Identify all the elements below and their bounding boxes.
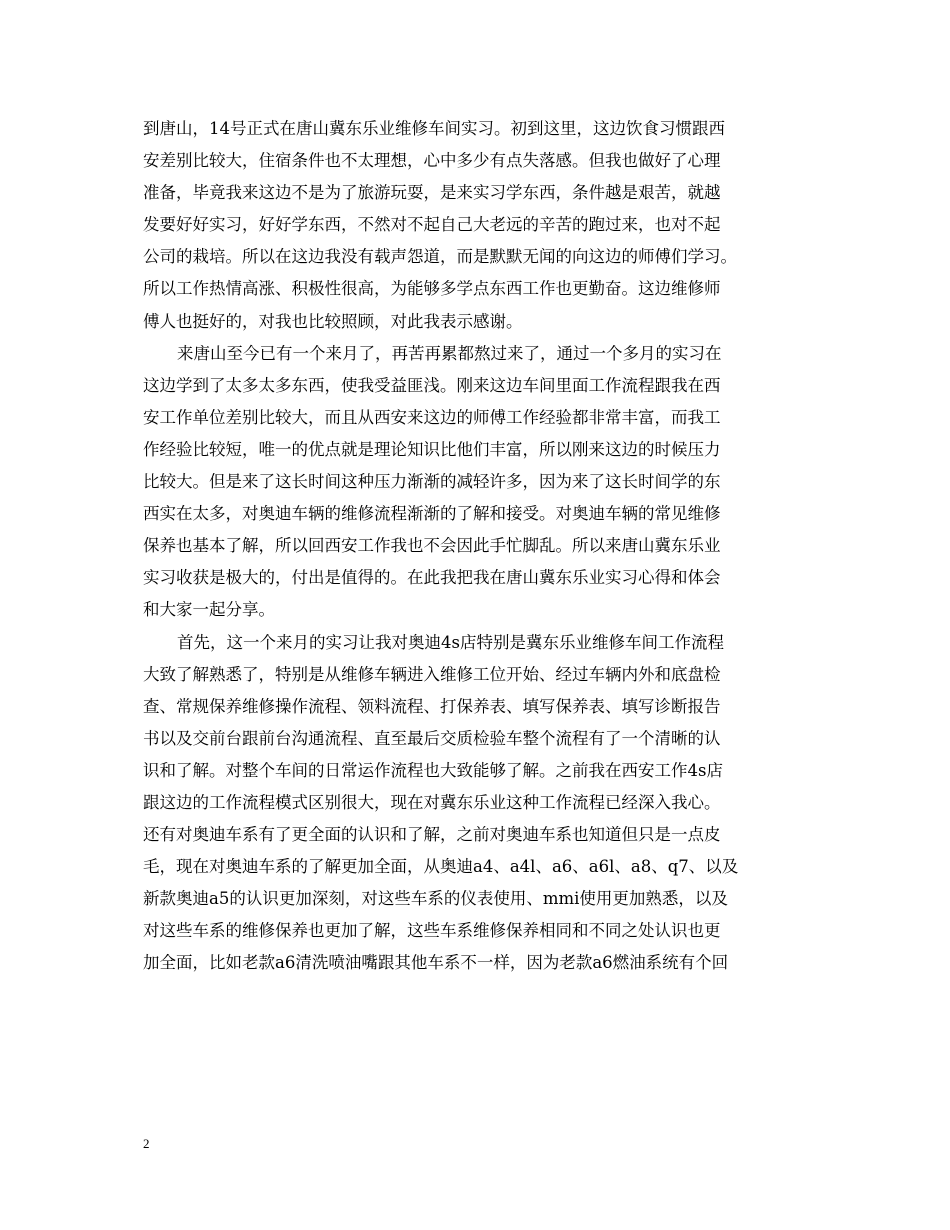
text-line: 到唐山，14号正式在唐山冀东乐业维修车间实习。初到这里，这边饮食习惯跟西: [143, 119, 725, 138]
text-line: 作经验比较短，唯一的优点就是理论知识比他们丰富，所以刚来这边的时候压力: [143, 439, 721, 459]
text-line: 还有对奥迪车系有了更全面的认识和了解，之前对奥迪车系也知道但只是一点皮: [143, 825, 721, 845]
text-line: 西实在太多，对奥迪车辆的维修流程渐渐的了解和接受。对奥迪车辆的常见维修: [143, 504, 721, 524]
text-line: 和大家一起分享。: [143, 600, 275, 620]
text-line: 书以及交前台跟前台沟通流程、直至最后交质检验车整个流程有了一个清晰的认: [143, 728, 721, 748]
text-line: 准备，毕竟我来这边不是为了旅游玩耍，是来实习学东西，条件越是艰苦，就越: [143, 183, 721, 203]
text-line: 来唐山至今已有一个来月了，再苦再累都熬过来了，通过一个多月的实习在: [177, 343, 722, 363]
text-line: 安工作单位差别比较大，而且从西安来这边的师傅工作经验都非常丰富，而我工: [143, 407, 721, 427]
text-line: 保养也基本了解，所以回西安工作我也不会因此手忙脚乱。所以来唐山冀东乐业: [143, 536, 721, 556]
text-line: 所以工作热情高涨、积极性很高，为能够多学点东西工作也更勤奋。这边维修师: [143, 279, 721, 299]
text-line: 毛，现在对奥迪车系的了解更加全面，从奥迪a4、a4l、a6、a6l、a8、q7、以及: [143, 857, 739, 877]
text-line: 新款奥迪a5的认识更加深刻，对这些车系的仪表使用、mmi使用更加熟悉，以及: [143, 889, 728, 909]
body-text: [143, 113, 813, 980]
text-line: 首先，这一个来月的实习让我对奥迪4s店特别是冀东乐业维修车间工作流程: [177, 632, 724, 652]
text-line: 安差别比较大，住宿条件也不太理想，心中多少有点失落感。但我也做好了心理: [143, 151, 721, 171]
text-line: 实习收获是极大的，付出是值得的。在此我把我在唐山冀东乐业实习心得和体会: [143, 568, 721, 588]
text-line: 发要好好实习，好好学东西，不然对不起自己大老远的辛苦的跑过来，也对不起: [143, 215, 721, 235]
text-line: 加全面，比如老款a6清洗喷油嘴跟其他车系不一样，因为老款a6燃油系统有个回: [143, 953, 729, 973]
text-line: 比较大。但是来了这长时间这种压力渐渐的减轻许多，因为来了这长时间学的东: [143, 472, 721, 492]
text-line: 傅人也挺好的，对我也比较照顾，对此我表示感谢。: [143, 311, 523, 331]
text-line: 对这些车系的维修保养也更加了解，这些车系维修保养相同和不同之处认识也更: [143, 921, 721, 941]
text-line: 这边学到了太多太多东西，使我受益匪浅。刚来这边车间里面工作流程跟我在西: [143, 375, 721, 395]
page-number: 2: [143, 1136, 150, 1151]
text-line: 跟这边的工作流程模式区别很大，现在对冀东乐业这种工作流程已经深入我心。: [143, 792, 721, 812]
text-line: 查、常规保养维修操作流程、领料流程、打保养表、填写保养表、填写诊断报告: [143, 696, 721, 716]
text-line: 大致了解熟悉了，特别是从维修车辆进入维修工位开始、经过车辆内外和底盘检: [143, 664, 721, 684]
text-line: 公司的栽培。所以在这边我没有载声怨道，而是默默无闻的向这边的师傅们学习。: [143, 247, 737, 267]
text-line: 识和了解。对整个车间的日常运作流程也大致能够了解。之前我在西安工作4s店: [143, 760, 723, 780]
